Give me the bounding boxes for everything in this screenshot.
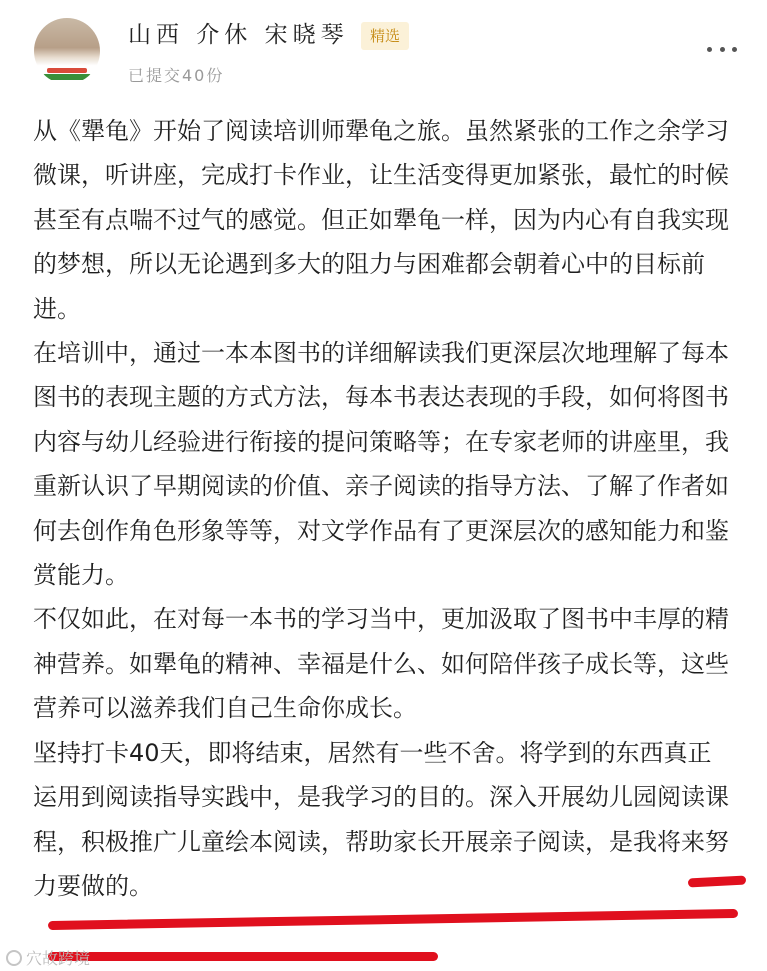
- post-header: [0, 0, 767, 108]
- post-paragraph: 在培训中，通过一本本图书的详细解读我们更深层次地理解了每本图书的表现主题的方式方法，每本书表达表现的手段，如何将图书内容与幼儿经验进行衔接的提问策略等；在专家老师的讲座里，我重新认识了早期阅读的价值、亲子阅读的指导方法、了解了作者如何去创作角色形象等等，对文学作品有了更深层次的感知能力和鉴赏能力。: [33, 339, 729, 590]
- post-paragraph: 坚持打卡40天，即将结束，居然有一些不舍。将学到的东西真正运用到阅读指导实践中，是我学习的目的。深入开展幼儿园阅读课程，积极推广儿童绘本阅读，帮助家长开展亲子阅读，是我将来努力要做的。: [33, 738, 729, 900]
- watermark: [6, 946, 90, 969]
- featured-badge: 精选: [361, 22, 409, 50]
- avatar-logo-stripe: [47, 68, 87, 73]
- watermark-logo-icon: [6, 950, 22, 966]
- watermark-text: 穴故跨境: [26, 949, 91, 968]
- red-underline-mark: [688, 875, 746, 887]
- submission-count: 已提交40份: [128, 66, 225, 85]
- post-paragraph: 从《犟龟》开始了阅读培训师犟龟之旅。虽然紧张的工作之余学习微课，听讲座，完成打卡作业，让生活变得更加紧张，最忙的时候甚至有点喘不过气的感觉。但正如犟龟一样，因为内心有自我实现的梦想，所以无论遇到多大的阻力与困难都会朝着心中的目标前进。: [33, 117, 729, 323]
- post-paragraph: 不仅如此，在对每一本书的学习当中，更加汲取了图书中丰厚的精神营养。如犟龟的精神、幸福是什么、如何陪伴孩子成长等，这些营养可以滋养我们自己生命你成长。: [33, 605, 729, 723]
- avatar-logo-base: [43, 74, 91, 80]
- author-name[interactable]: 山西 介休 宋晓琴: [128, 22, 349, 48]
- red-underline-mark: [48, 952, 438, 961]
- post-body: [33, 109, 733, 908]
- red-underline-mark: [48, 909, 738, 930]
- author-avatar[interactable]: [34, 18, 100, 84]
- more-dots-icon[interactable]: [707, 44, 737, 54]
